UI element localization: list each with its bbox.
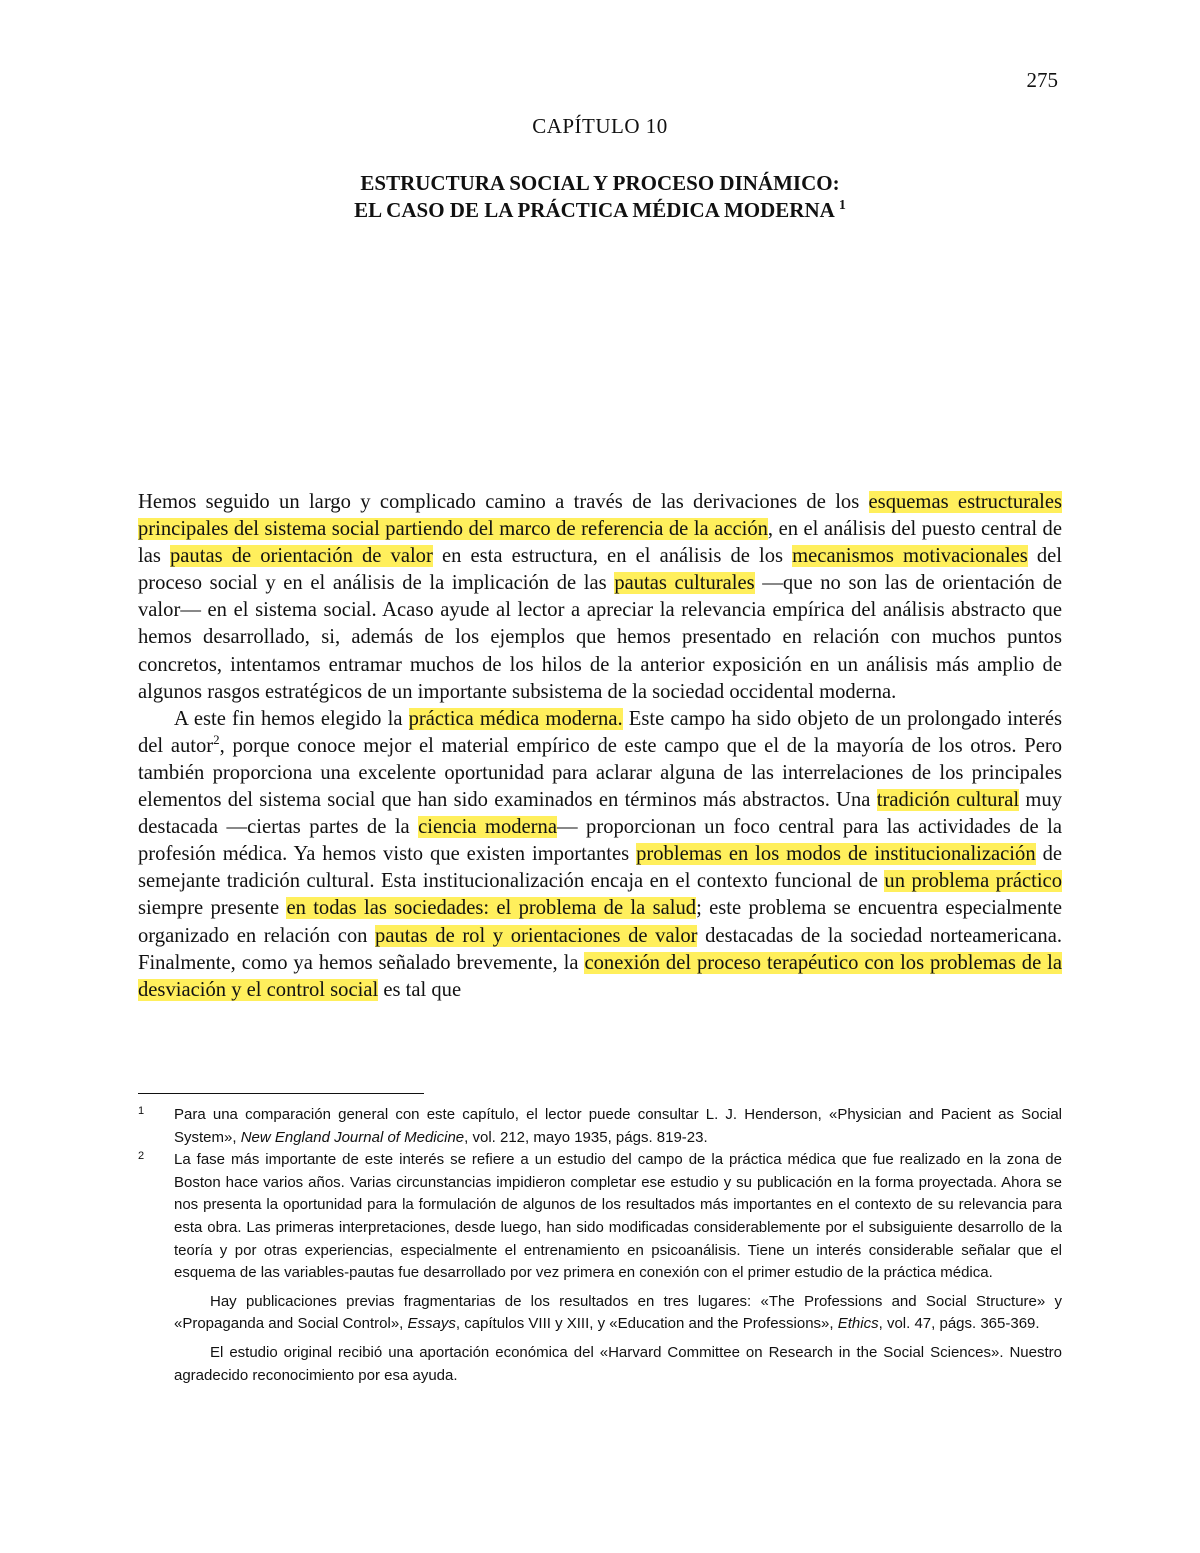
highlighted-phrase: esquemas estructurales principales del sistema social partiendo del marco de referencia de la acción — [138, 491, 1062, 541]
highlighted-phrase: pautas de rol y orientaciones de valor — [375, 924, 698, 947]
text-run: Hay publicaciones previas fragmentarias de los resultados en tres lugares: «The Professions and Social Structure» y «Propaganda and Social Control», — [174, 1292, 1062, 1333]
chapter-title-line-2 — [0, 197, 1200, 224]
body-paragraph-1 — [138, 489, 1062, 706]
italic-title: New England Journal of Medicine — [240, 1128, 465, 1146]
footnote-2 — [138, 1149, 1062, 1387]
page-number: 275 — [1026, 68, 1058, 92]
footnotes — [138, 1104, 1062, 1387]
highlighted-phrase: práctica médica moderna. — [408, 707, 623, 730]
italic-title: Essays — [407, 1315, 456, 1333]
footnote-paragraph — [174, 1149, 1062, 1285]
footnote-paragraph — [174, 1104, 1062, 1149]
text-run: Este campo ha sido objeto de un prolongado interés del autor — [138, 707, 1062, 757]
text-run: A este fin hemos elegido la — [174, 707, 409, 730]
footnote-1 — [138, 1104, 1062, 1149]
text-run: El estudio original recibió una aportación económica del «Harvard Committee on Research in the Social Sciences». Nuestro agradecido reconocimiento por esa ayuda. — [174, 1343, 1062, 1384]
footnote-ref-1: 1 — [838, 198, 846, 213]
body-text — [138, 489, 1062, 1004]
footnote-mark: 2 — [138, 1150, 145, 1163]
italic-title: Ethics — [837, 1315, 879, 1333]
highlighted-phrase: ciencia moderna — [418, 816, 557, 839]
chapter-title — [0, 170, 1200, 224]
chapter-label: CAPÍTULO 10 — [532, 114, 668, 138]
text-run: , en el análisis del puesto central de las — [138, 518, 1062, 568]
text-run: destacadas de la sociedad norteamericana. Finalmente, como ya hemos señalado brevemente, la — [138, 924, 1062, 974]
text-run: —que no son las de orientación de valor— en el sistema social. Acaso ayude al lector a apreciar la relevancia empírica del análisis abstracto que hemos desarrollado, si, además de los ejemplos que hemos presentado en relación con muchos puntos concretos, intentamos entramar muchos de los hilos de la anterior exposición en un análisis más amplio de algunos rasgos estratégicos de un importante subsistema de la sociedad occidental moderna. — [138, 572, 1063, 703]
highlighted-phrase: pautas culturales — [614, 572, 755, 595]
highlighted-phrase: pautas de orientación de valor — [169, 545, 433, 568]
text-run: Para una comparación general con este capítulo, el lector puede consultar L. J. Henderson, «Physician and Pacient as Social System», — [174, 1106, 1062, 1146]
chapter-title-line-2-text: EL CASO DE LA PRÁCTICA MÉDICA MODERNA — [354, 198, 834, 222]
text-run: es tal que — [378, 978, 462, 1001]
highlighted-phrase: problemas en los modos de institucionalización — [636, 843, 1036, 866]
highlighted-phrase: conexión del proceso terapéutico con los problemas de la desviación y el control social — [138, 951, 1063, 1001]
text-run: , capítulos VIII y XIII, y «Education and the Professions», — [455, 1315, 838, 1333]
footnote-mark: 1 — [138, 1105, 145, 1117]
text-run: en esta estructura, en el análisis de los — [432, 545, 793, 568]
text-run: siempre presente — [138, 897, 287, 920]
text-run: , porque conoce mejor el material empírico de este campo que el de la mayoría de los otros. Pero también proporciona una excelente oportunidad para aclarar alguna de las interrelaciones de los principales elementos del sistema social que han sido examinados en términos más abstractos. Una — [138, 734, 1062, 812]
footnote-paragraph — [174, 1342, 1062, 1387]
highlighted-phrase: mecanismos motivacionales — [792, 545, 1028, 568]
text-run: ; este problema se encuentra especialmente organizado en relación con — [138, 897, 1062, 947]
highlighted-phrase: en todas las sociedades: el problema de la salud — [286, 897, 697, 920]
highlighted-phrase: tradición cultural — [876, 789, 1020, 812]
text-run: , vol. 212, mayo 1935, págs. 819-23. — [464, 1128, 708, 1146]
text-run: muy destacada —ciertas partes de la — [138, 789, 1063, 839]
highlighted-phrase: un problema práctico — [884, 870, 1062, 893]
footnote-paragraph — [174, 1291, 1062, 1336]
footnote-ref: 2 — [213, 731, 220, 747]
footnote-divider — [138, 1093, 424, 1094]
text-run: , vol. 47, págs. 365-369. — [878, 1315, 1040, 1333]
text-run: — proporcionan un foco central para las actividades de la profesión médica. Ya hemos visto que existen importantes — [138, 816, 1062, 866]
text-run: Hemos seguido un largo y complicado camino a través de las derivaciones de los — [138, 491, 869, 513]
chapter-title-line-1: ESTRUCTURA SOCIAL Y PROCESO DINÁMICO: — [360, 171, 840, 195]
body-paragraph-2 — [138, 706, 1062, 1004]
text-run: La fase más importante de este interés se refiere a un estudio del campo de la práctica médica que fue realizado en la zona de Boston hace varios años. Varias circunstancias impidieron completar ese estudio y su publicación en la forma proyectada. Ahora se nos presenta la oportunidad para la formulación de algunos de los resultados más importantes en el contexto de su relevancia para esta obra. Las primeras interpretaciones, desde luego, han sido modificadas considerablemente por el subsiguiente desarrollo de la teoría y por otras experiencias, especialmente el entrenamiento en psicoanálisis. Tiene un interés considerable señalar que el esquema de las variables-pautas fue desarrollado por vez primera en conexión con el primer estudio de la práctica médica. — [174, 1151, 1062, 1282]
text-run: de semejante tradición cultural. Esta institucionalización encaja en el contexto funcional de — [138, 843, 1063, 893]
text-run: del proceso social y en el análisis de la implicación de las — [138, 545, 1062, 595]
